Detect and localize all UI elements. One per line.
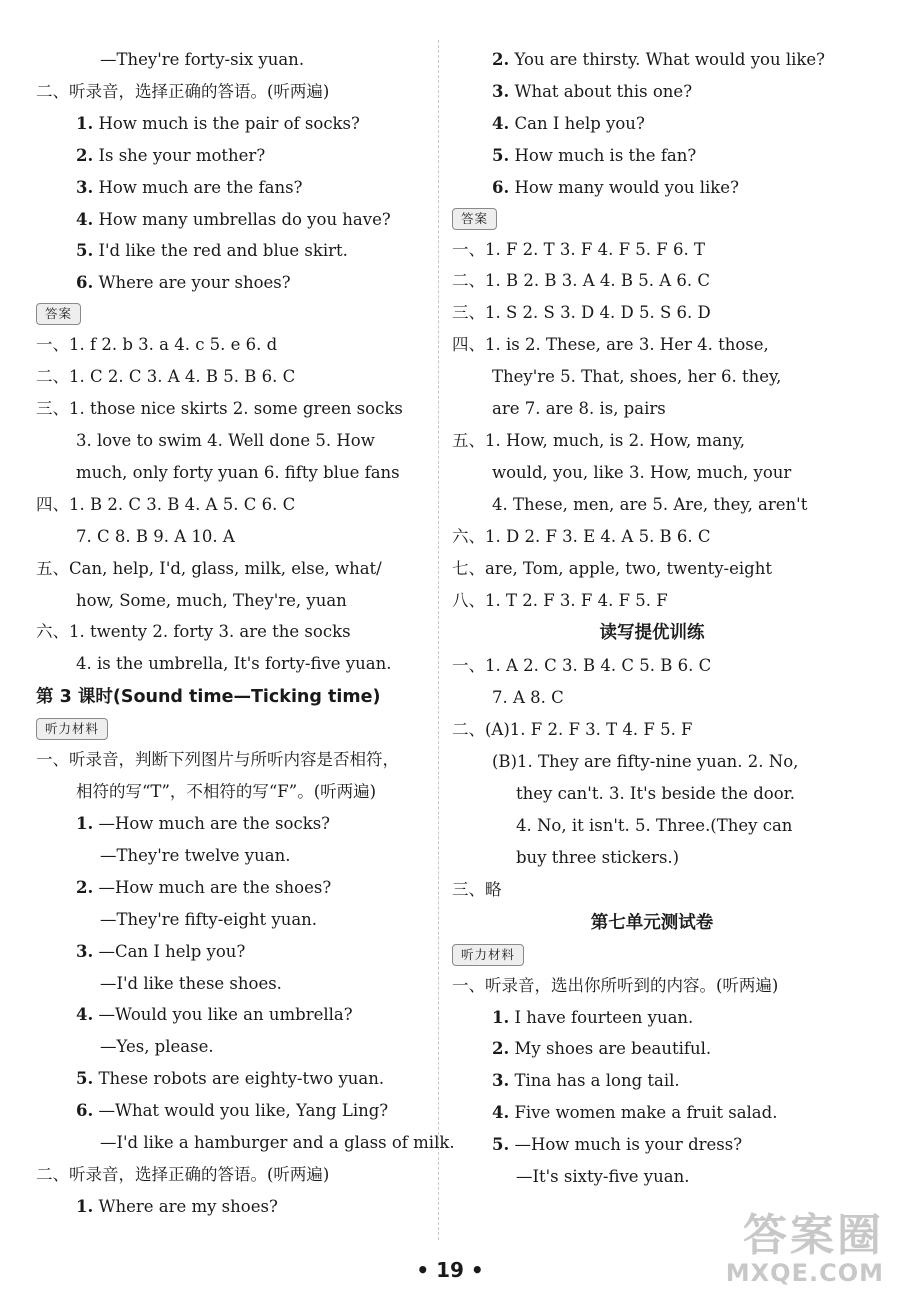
section-tag-row (452, 940, 852, 970)
line-text: How many would you like? (514, 177, 739, 197)
text-line (452, 297, 852, 329)
line-text: I'd like the red and blue skirt. (98, 241, 348, 261)
section-tag: 答案 (36, 303, 81, 325)
text-line (452, 521, 852, 553)
item-number: 6. (76, 1101, 94, 1121)
section-tag-row (452, 204, 852, 234)
text-line (36, 1095, 424, 1127)
section-heading: 读写提优训练 (599, 623, 705, 644)
text-line (36, 425, 424, 457)
text-line (452, 842, 852, 874)
line-text: —How much is your dress? (514, 1135, 743, 1155)
left-column (36, 44, 455, 1223)
line-text: 八、1. T 2. F 3. F 4. F 5. F (452, 590, 668, 610)
text-line (452, 970, 852, 1002)
text-line (452, 76, 852, 108)
item-number: 5. (492, 1135, 510, 1155)
text-line (36, 489, 424, 521)
line-text: These robots are eighty-two yuan. (98, 1069, 385, 1089)
text-line (36, 776, 424, 808)
item-number: 4. (492, 1103, 510, 1123)
line-text: How many umbrellas do you have? (98, 209, 391, 229)
line-text: 二、(A)1. F 2. F 3. T 4. F 5. F (452, 720, 693, 740)
text-line (36, 904, 424, 936)
text-line (452, 265, 852, 297)
line-text: Where are your shoes? (98, 273, 291, 293)
section-heading: 第七单元测试卷 (590, 912, 714, 933)
text-line (36, 521, 424, 553)
section-tag: 听力材料 (452, 944, 524, 966)
text-line (36, 840, 424, 872)
line-text: how, Some, much, They're, yuan (76, 590, 347, 610)
column-divider (438, 40, 439, 1240)
section-tag: 听力材料 (36, 718, 108, 740)
text-line (452, 682, 852, 714)
text-line (36, 968, 424, 1000)
line-text: You are thirsty. What would you like? (514, 50, 825, 69)
text-line (452, 1065, 852, 1097)
text-line (452, 874, 852, 906)
text-line (452, 361, 852, 393)
text-line (36, 44, 424, 76)
text-line (452, 329, 852, 361)
line-text: —They're fifty-eight yuan. (100, 909, 318, 929)
text-line (36, 808, 424, 840)
text-line (36, 872, 424, 904)
text-line (452, 810, 852, 842)
text-line (452, 553, 852, 585)
text-line (36, 616, 424, 648)
text-line (452, 393, 852, 425)
text-line (452, 457, 852, 489)
text-line (36, 999, 424, 1031)
text-line (36, 1031, 424, 1063)
item-number: 2. (492, 1039, 510, 1059)
page-number: • 19 • (416, 1258, 484, 1282)
watermark-logo (726, 1212, 884, 1287)
text-line (452, 650, 852, 682)
item-number: 4. (492, 113, 510, 133)
item-number: 3. (76, 941, 94, 961)
text-line (452, 140, 852, 172)
text-line (36, 108, 424, 140)
line-text: 4. These, men, are 5. Are, they, aren't (492, 494, 808, 514)
line-text: 四、1. B 2. C 3. B 4. A 5. C 6. C (36, 494, 296, 514)
text-line (452, 1097, 852, 1129)
line-text: What about this one? (514, 81, 693, 101)
item-number: 1. (76, 113, 94, 133)
item-number: 3. (492, 1071, 510, 1091)
item-number: 1. (76, 1196, 94, 1216)
line-text: 一、1. F 2. T 3. F 4. F 5. F 6. T (452, 239, 705, 259)
section-tag-row (36, 714, 424, 744)
text-line (36, 585, 424, 617)
line-text: (B)1. They are fifty-nine yuan. 2. No, (492, 752, 799, 772)
line-text: —Would you like an umbrella? (98, 1005, 353, 1025)
text-line (36, 1063, 424, 1095)
text-line (36, 204, 424, 236)
line-text: 三、1. those nice skirts 2. some green socks (36, 399, 403, 419)
item-number: 5. (492, 145, 510, 165)
text-line (36, 553, 424, 585)
item-number: 4. (76, 1005, 94, 1025)
line-text: —Yes, please. (100, 1037, 214, 1057)
line-text: 三、1. S 2. S 3. D 4. D 5. S 6. D (452, 303, 711, 323)
line-text: —It's sixty-five yuan. (516, 1167, 690, 1187)
line-text: How much is the pair of socks? (98, 113, 360, 133)
line-text: 一、听录音，判断下列图片与所听内容是否相符， (36, 750, 399, 770)
line-text: 一、听录音，选出你所听到的内容。(听两遍) (452, 975, 779, 995)
text-line (36, 329, 424, 361)
text-line (36, 76, 424, 108)
line-text: 七、are, Tom, apple, two, twenty-eight (452, 558, 772, 578)
line-text: 三、略 (452, 879, 502, 899)
text-line (452, 746, 852, 778)
line-text: 二、听录音，选择正确的答语。(听两遍) (36, 1165, 330, 1184)
watermark-line-2: MXQE.COM (725, 1259, 884, 1288)
item-number: 6. (492, 177, 510, 197)
text-line (36, 393, 424, 425)
line-text: Is she your mother? (98, 145, 266, 165)
section-tag-row (36, 299, 424, 329)
text-line (36, 172, 424, 204)
line-text: 一、1. f 2. b 3. a 4. c 5. e 6. d (36, 335, 278, 355)
line-text: 相符的写“T”，不相符的写“F”。(听两遍) (76, 782, 377, 802)
watermark-line-1: 答案圈 (743, 1210, 884, 1261)
line-text: 7. C 8. B 9. A 10. A (76, 526, 235, 546)
text-line (36, 1159, 424, 1191)
line-text: 六、1. D 2. F 3. E 4. A 5. B 6. C (452, 526, 711, 546)
text-line (36, 235, 424, 267)
line-text: —I'd like a hamburger and a glass of milk. (100, 1133, 455, 1153)
item-number: 2. (492, 50, 510, 69)
text-line (452, 44, 852, 76)
line-text: 四、1. is 2. These, are 3. Her 4. those, (452, 335, 769, 355)
line-text: 五、1. How, much, is 2. How, many, (452, 430, 746, 450)
text-line (36, 361, 424, 393)
line-text: How much is the fan? (514, 145, 697, 165)
line-text: 4. is the umbrella, It's forty-five yuan. (76, 654, 392, 674)
line-text: How much are the fans? (98, 177, 303, 197)
line-text: I have fourteen yuan. (514, 1007, 694, 1027)
line-text: 3. love to swim 4. Well done 5. How (76, 430, 375, 450)
section-tag: 答案 (452, 208, 497, 230)
item-number: 3. (76, 177, 94, 197)
line-text: 二、1. B 2. B 3. A 4. B 5. A 6. C (452, 271, 710, 291)
text-line (36, 140, 424, 172)
text-line (452, 1161, 852, 1193)
line-text: 7. A 8. C (492, 688, 564, 708)
line-text: —How much are the socks? (98, 814, 331, 834)
item-number: 3. (492, 81, 510, 101)
item-number: 2. (76, 145, 94, 165)
line-text: 二、听录音，选择正确的答语。(听两遍) (36, 81, 330, 101)
line-text: 五、Can, help, I'd, glass, milk, else, what/ (36, 558, 382, 578)
item-number: 1. (492, 1007, 510, 1027)
right-column (452, 44, 852, 1193)
line-text: Tina has a long tail. (514, 1071, 680, 1091)
text-line (452, 714, 852, 746)
line-text: 4. No, it isn't. 5. Three.(They can (516, 815, 793, 835)
text-line (36, 936, 424, 968)
item-number: 6. (76, 273, 94, 293)
line-text: 六、1. twenty 2. forty 3. are the socks (36, 622, 351, 642)
text-line (452, 425, 852, 457)
line-text: My shoes are beautiful. (514, 1039, 712, 1059)
line-text: they can't. 3. It's beside the door. (516, 784, 795, 804)
text-line (36, 744, 424, 776)
line-text: 二、1. C 2. C 3. A 4. B 5. B 6. C (36, 367, 296, 387)
text-line (452, 1002, 852, 1034)
text-line (36, 1127, 455, 1159)
text-line (452, 108, 852, 140)
text-line (452, 585, 852, 617)
line-text: buy three stickers.) (516, 847, 680, 867)
item-number: 1. (76, 814, 94, 834)
line-text: —Can I help you? (98, 941, 246, 961)
item-number: 2. (76, 877, 94, 897)
line-text: —How much are the shoes? (98, 877, 332, 897)
line-text: much, only forty yuan 6. fifty blue fans (76, 462, 400, 482)
line-text: are 7. are 8. is, pairs (492, 399, 666, 419)
text-line (36, 457, 424, 489)
line-text: —They're forty-six yuan. (100, 50, 305, 69)
line-text: Can I help you? (514, 113, 645, 133)
item-number: 5. (76, 241, 94, 261)
line-text: They're 5. That, shoes, her 6. they, (492, 367, 782, 387)
line-text: 一、1. A 2. C 3. B 4. C 5. B 6. C (452, 656, 712, 676)
line-text: —I'd like these shoes. (100, 973, 282, 993)
section-heading: 第 3 课时(Sound time—Ticking time) (36, 687, 381, 708)
text-line (452, 489, 852, 521)
text-line (452, 1033, 852, 1065)
text-line (452, 778, 852, 810)
line-text: —What would you like, Yang Ling? (98, 1101, 389, 1121)
line-text: Five women make a fruit salad. (514, 1103, 778, 1123)
line-text: would, you, like 3. How, much, your (492, 462, 792, 482)
line-text: —They're twelve yuan. (100, 845, 291, 865)
text-line (452, 172, 852, 204)
text-line (452, 1129, 852, 1161)
text-line (452, 234, 852, 266)
text-line (36, 648, 424, 680)
line-text: Where are my shoes? (98, 1196, 278, 1216)
text-line (36, 1191, 424, 1223)
item-number: 4. (76, 209, 94, 229)
item-number: 5. (76, 1069, 94, 1089)
text-line (36, 267, 424, 299)
